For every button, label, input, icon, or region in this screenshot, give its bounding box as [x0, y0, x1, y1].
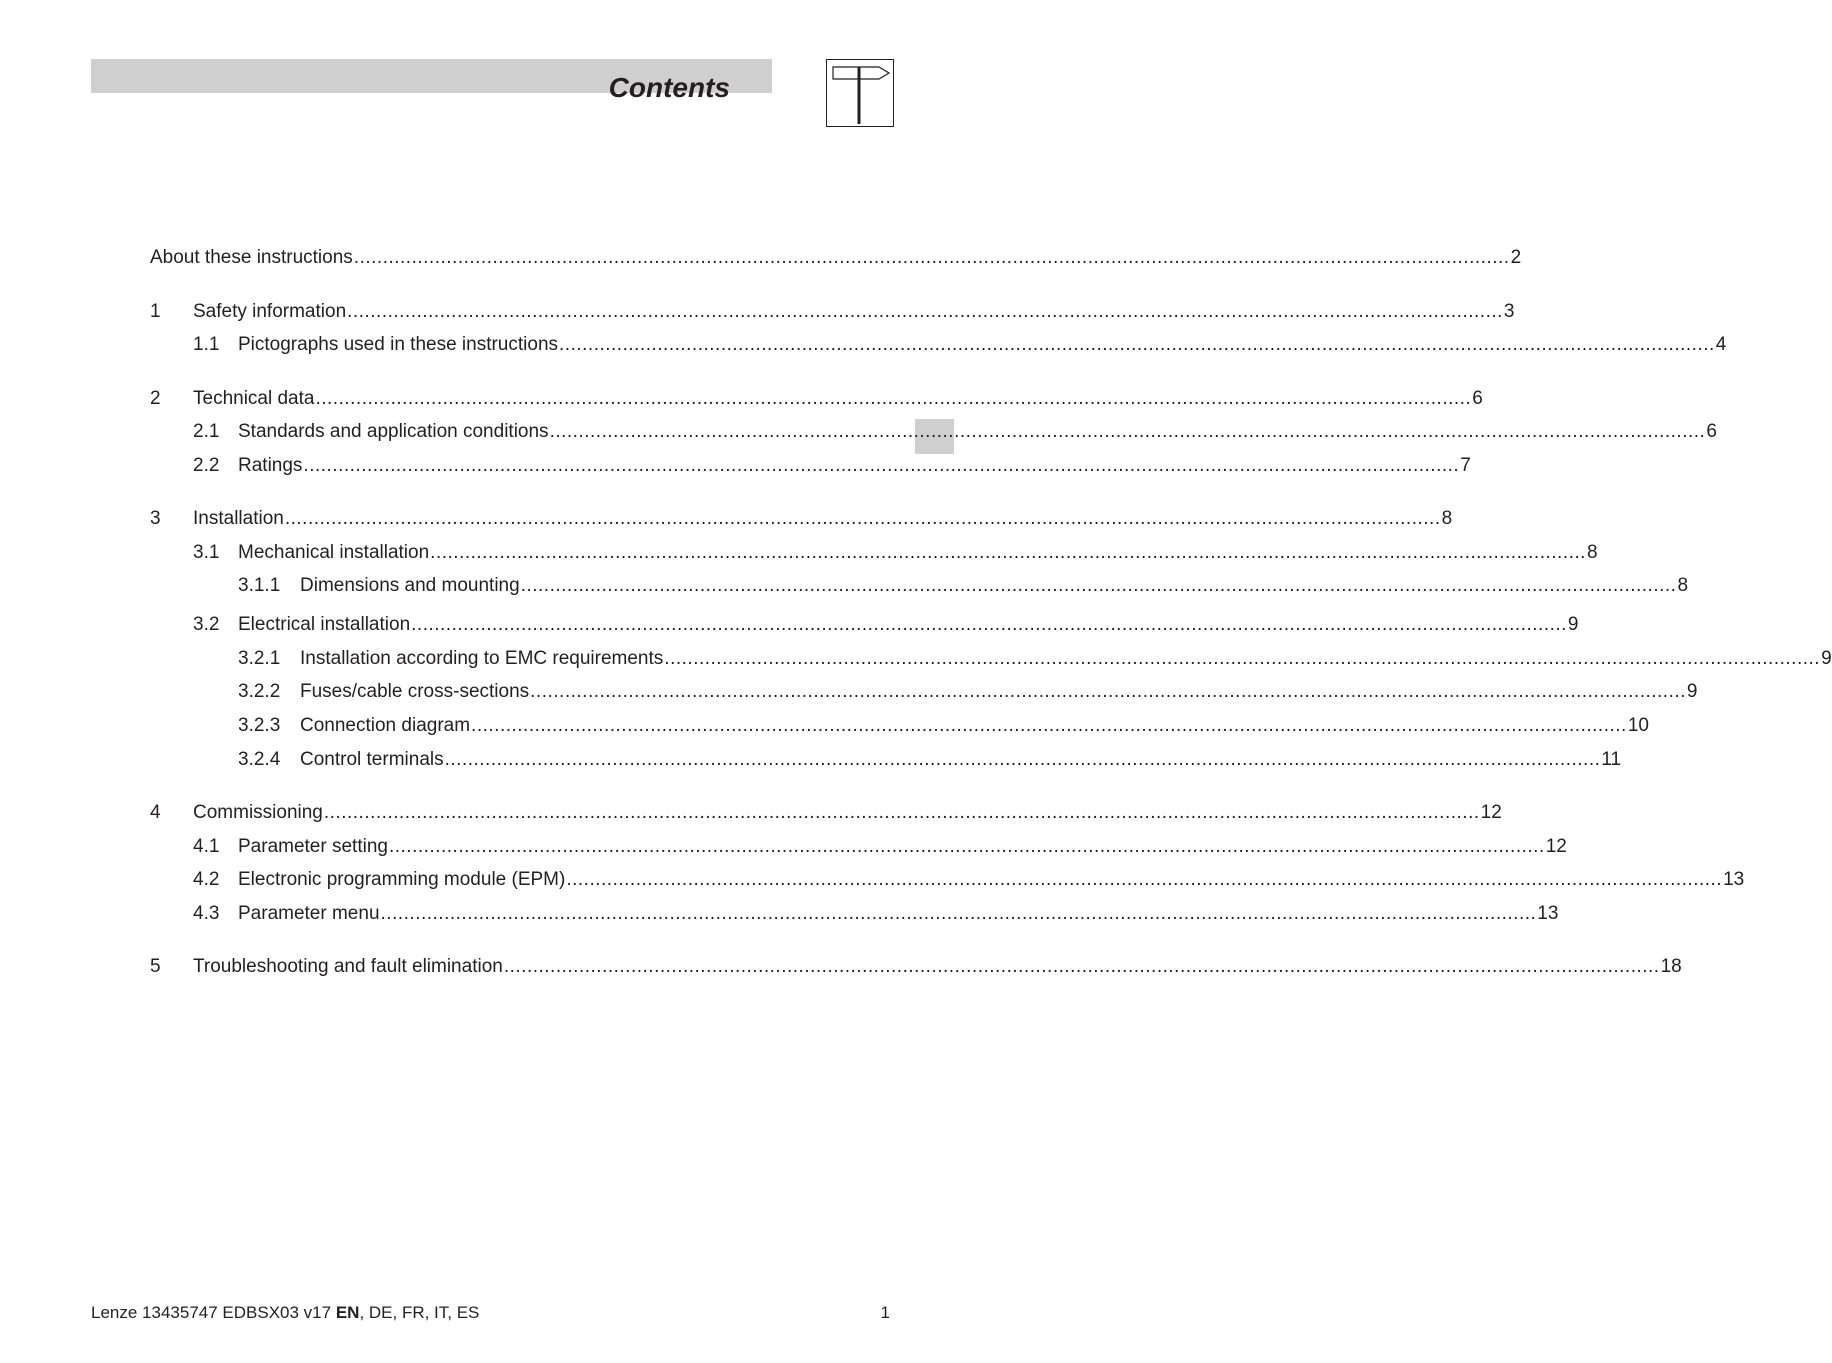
footer-doc-info	[91, 1303, 479, 1323]
toc-entry-title: Parameter menu	[238, 903, 380, 924]
toc-entry-title: Pictographs used in these instructions	[238, 334, 559, 355]
toc-entry-number: 2	[150, 388, 161, 409]
toc-entry-title: Installation	[193, 508, 284, 529]
toc-leader-dots: ........................................................................................................................................................................................................	[559, 334, 1715, 355]
toc-entry[interactable]	[238, 749, 1622, 771]
toc-entry-number: 3.2.3	[238, 715, 281, 736]
toc-entry-title: Control terminals	[300, 749, 444, 770]
toc-entry[interactable]	[193, 455, 1471, 477]
toc-leader-dots: ........................................................................................................................................................................................................	[323, 802, 1480, 823]
toc-leader-dots: ........................................................................................................................................................................................................	[430, 542, 1586, 563]
toc-leader-dots: ........................................................................................................................................................................................................	[315, 388, 1472, 409]
toc-leader-dots: ........................................................................................................................................................................................................	[549, 421, 1706, 442]
toc-entry[interactable]	[193, 869, 1745, 891]
toc-entry-number: 4.3	[193, 903, 220, 924]
toc-entry[interactable]	[150, 956, 1682, 978]
toc-entry-page: 9	[1567, 614, 1579, 635]
toc-entry-title: Mechanical installation	[238, 542, 430, 563]
toc-entry-number: 2.2	[193, 455, 220, 476]
toc-leader-dots: ........................................................................................................................................................................................................	[471, 715, 1627, 736]
toc-entry-page: 12	[1480, 802, 1502, 823]
toc-leader-dots: ........................................................................................................................................................................................................	[566, 869, 1723, 890]
toc-entry-number: 3.2.4	[238, 749, 281, 770]
toc-entry-number: 4.2	[193, 869, 220, 890]
toc-entry-title: About these instructions	[150, 247, 353, 268]
toc-entry-page: 6	[1472, 388, 1483, 409]
toc-entry-number: 1.1	[193, 334, 220, 355]
toc-entry-number: 2.1	[193, 421, 220, 442]
toc-entry-title: Fuses/cable cross-sections	[300, 681, 530, 702]
toc-entry-title: Troubleshooting and fault elimination	[193, 956, 503, 977]
toc-entry-title: Electrical installation	[238, 614, 411, 635]
toc-entry-page: 6	[1706, 421, 1717, 442]
toc-entry-number: 1	[150, 301, 161, 322]
toc-entry[interactable]	[193, 421, 1717, 443]
toc-entry-title: Standards and application conditions	[238, 421, 549, 442]
toc-entry-page: 13	[1723, 869, 1745, 890]
toc-entry-number: 5	[150, 956, 161, 977]
toc-leader-dots: ........................................................................................................................................................................................................	[530, 681, 1686, 702]
toc-entry[interactable]	[193, 836, 1567, 858]
toc-entry-title: Parameter setting	[238, 836, 388, 857]
toc-entry-title: Dimensions and mounting	[300, 575, 520, 596]
toc-entry-page: 3	[1503, 301, 1515, 322]
toc-entry[interactable]	[150, 247, 1522, 269]
toc-entry-number: 3.1	[193, 542, 220, 563]
toc-entry-page: 18	[1660, 956, 1682, 977]
footer-languages: , DE, FR, IT, ES	[359, 1303, 480, 1322]
toc-entry[interactable]	[238, 681, 1698, 703]
toc-entry-number: 4.1	[193, 836, 220, 857]
toc-entry-page: 2	[1510, 247, 1522, 268]
toc-entry[interactable]	[150, 301, 1515, 323]
toc-entry-page: 9	[1821, 648, 1832, 669]
toc-entry-page: 7	[1460, 455, 1471, 476]
toc-entry-number: 3.1.1	[238, 575, 281, 596]
toc-entry-number: 4	[150, 802, 161, 823]
toc-leader-dots: ........................................................................................................................................................................................................	[411, 614, 1567, 635]
toc-entry[interactable]	[193, 334, 1727, 356]
toc-entry-title: Safety information	[193, 301, 347, 322]
toc-entry-page: 10	[1627, 715, 1649, 736]
toc-entry-page: 8	[1677, 575, 1689, 596]
toc-entry[interactable]	[150, 802, 1502, 824]
toc-entry[interactable]	[150, 388, 1483, 410]
toc-entry-number: 3.2.2	[238, 681, 281, 702]
toc-entry-title: Connection diagram	[300, 715, 471, 736]
toc-entry-page: 4	[1715, 334, 1727, 355]
toc-entry-number: 3	[150, 508, 161, 529]
toc-entry[interactable]	[193, 903, 1559, 925]
toc-entry[interactable]	[238, 648, 1832, 670]
toc-leader-dots: ........................................................................................................................................................................................................	[503, 956, 1660, 977]
toc-entry[interactable]	[150, 508, 1453, 530]
toc-entry-page: 9	[1686, 681, 1698, 702]
toc-entry-page: 13	[1537, 903, 1559, 924]
toc-entry-title: Ratings	[238, 455, 303, 476]
toc-entry-number: 3.2	[193, 614, 220, 635]
footer-language-active: EN	[335, 1303, 360, 1322]
toc-leader-dots: ........................................................................................................................................................................................................	[353, 247, 1510, 268]
toc-entry[interactable]	[238, 715, 1649, 737]
toc-entry-page: 11	[1601, 749, 1622, 770]
toc-entry[interactable]	[193, 542, 1598, 564]
toc-entry-page: 8	[1586, 542, 1598, 563]
toc-leader-dots: ........................................................................................................................................................................................................	[444, 749, 1601, 770]
toc-entry[interactable]	[193, 614, 1579, 636]
toc-entry-title: Commissioning	[193, 802, 323, 823]
footer-doc-id: Lenze 13435747 EDBSX03 v17	[91, 1303, 332, 1322]
page-title: Contents	[608, 72, 730, 103]
toc-entry-page: 12	[1545, 836, 1567, 857]
toc-leader-dots: ........................................................................................................................................................................................................	[284, 508, 1441, 529]
toc-leader-dots: ........................................................................................................................................................................................................	[520, 575, 1677, 596]
toc-leader-dots: ........................................................................................................................................................................................................	[388, 836, 1545, 857]
toc-leader-dots: ........................................................................................................................................................................................................	[347, 301, 1503, 322]
toc-entry-title: Installation according to EMC requirements	[300, 648, 664, 669]
toc-leader-dots: ........................................................................................................................................................................................................	[664, 648, 1821, 669]
toc-entry-page: 8	[1441, 508, 1453, 529]
footer-page-number: 1	[880, 1303, 890, 1322]
toc-entry-number: 3.2.1	[238, 648, 281, 669]
toc-leader-dots: ........................................................................................................................................................................................................	[380, 903, 1537, 924]
toc-entry-title: Electronic programming module (EPM)	[238, 869, 566, 890]
toc-entry[interactable]	[238, 575, 1689, 597]
toc-leader-dots: ........................................................................................................................................................................................................	[303, 455, 1460, 476]
signpost-icon	[826, 59, 894, 127]
toc-entry-title: Technical data	[193, 388, 315, 409]
